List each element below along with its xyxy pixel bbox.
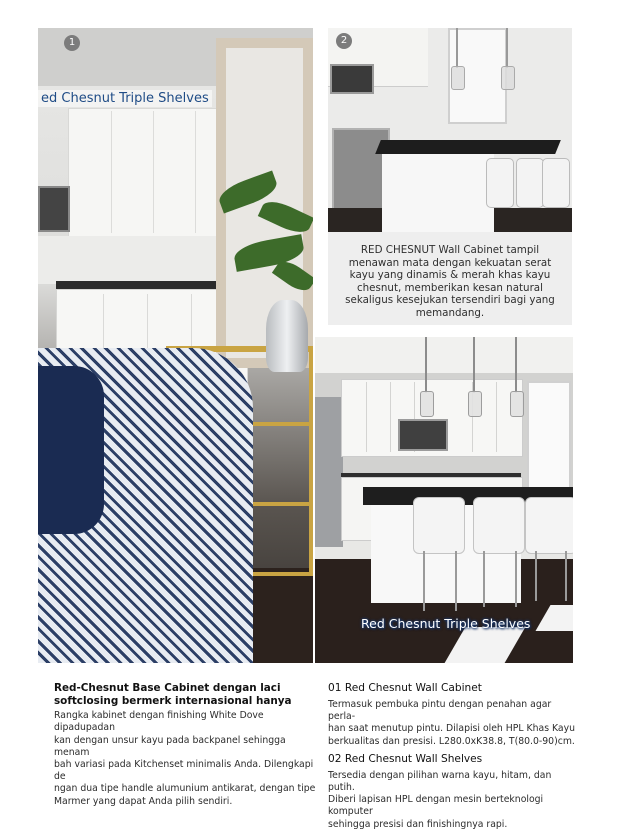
product-details <box>328 682 578 831</box>
section-body: Rangka kabinet dengan finishing White Dove dipadupadan kan dengan unsur kayu pada backpanel sehingga menam bah variasi pada Kitchenset minimalis Anda. Dilengkapi de ngan dua tipe handle alumunium antikarat, dengan tipe Marmer yang dapat Anda pilih sendiri. <box>54 710 316 807</box>
pendant-light <box>510 391 524 417</box>
island-countertop <box>375 140 561 154</box>
description-box <box>328 232 572 325</box>
ceiling <box>315 337 573 373</box>
photo-living-kitchen <box>38 28 313 663</box>
wall-shelves-heading: 02 Red Chesnut Wall Shelves <box>328 752 483 765</box>
photo-caption: Red Chesnut Triple Shelves <box>361 616 531 631</box>
stool-leg <box>565 551 567 601</box>
wall-cabinet-heading: 01 Red Chesnut Wall Cabinet <box>328 682 482 694</box>
photo-number-badge: 2 <box>336 33 352 49</box>
bar-stool <box>542 158 570 208</box>
base-cabinet-section <box>54 682 316 808</box>
pendant-cord <box>515 337 517 393</box>
bar-stool <box>516 158 544 208</box>
pendant-cord <box>506 28 508 68</box>
bar-stool <box>525 497 573 554</box>
navy-pillow <box>38 366 104 534</box>
pendant-cord <box>473 337 475 393</box>
section-heading: Red-Chesnut Base Cabinet dengan laci softclosing bermerk internasional hanya <box>54 682 292 707</box>
stool-leg <box>423 551 425 611</box>
photo-number-badge: 1 <box>64 35 80 51</box>
upper-cabinets <box>68 108 240 238</box>
pendant-light <box>468 391 482 417</box>
microwave <box>330 64 374 94</box>
photo-kitchen-island <box>328 28 572 232</box>
stool-leg <box>535 551 537 601</box>
stool-leg <box>455 551 457 611</box>
stool-leg <box>515 551 517 607</box>
refrigerator <box>315 397 343 547</box>
wall-shelves-body: Tersedia dengan pilihan warna kayu, hitam, dan putih. Diberi lapisan HPL dengan mesin berteknologi komputer sehingga presisi dan finishingnya rapi. <box>328 769 552 830</box>
photo-open-kitchen <box>315 337 573 663</box>
kitchen-island <box>382 154 494 232</box>
bar-stool <box>486 158 514 208</box>
bar-stool <box>473 497 525 554</box>
photo-caption: ed Chesnut Triple Shelves <box>38 90 212 107</box>
pendant-light <box>451 66 465 90</box>
glass-vase <box>266 300 308 372</box>
pendant-cord <box>456 28 458 68</box>
wall-oven <box>38 186 70 232</box>
pendant-light <box>420 391 434 417</box>
pendant-cord <box>425 337 427 393</box>
description-text: RED CHESNUT Wall Cabinet tampil menawan mata dengan kekuatan serat kayu yang dinamis & merah khas kayu chesnut, memberikan kesan natural sekaligus kesejukan tersendiri bagi yang memandang. <box>345 244 555 319</box>
wall-cabinet-body: Termasuk pembuka pintu dengan penahan agar perla- han saat menutup pintu. Dilapisi oleh HPL Khas Kayu berkualitas dan presisi. L280.0xK38.8, T(80.0-90)cm. <box>328 699 576 747</box>
pendant-light <box>501 66 515 90</box>
bar-stool <box>413 497 465 554</box>
microwave <box>398 419 448 451</box>
stool-leg <box>483 551 485 607</box>
